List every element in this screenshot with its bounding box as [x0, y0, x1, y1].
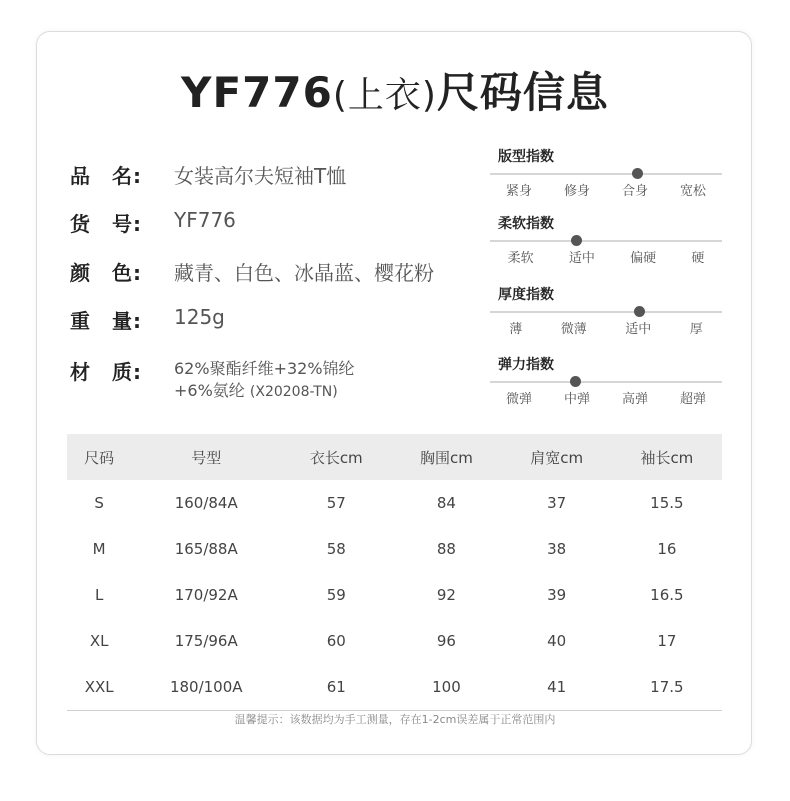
table-row — [67, 526, 722, 572]
table-cell: 60 — [326, 632, 346, 650]
index-track — [490, 240, 722, 242]
info-value: 女装高尔夫短袖T恤 — [174, 164, 347, 188]
index-option: 适中 — [568, 251, 595, 266]
material-line-1: 62%聚酯纤维+32%锦纶 — [174, 359, 355, 378]
index-name: 柔软指数 — [498, 216, 554, 232]
index-option: 高弹 — [621, 392, 648, 407]
material-line-2 — [174, 380, 504, 403]
table-cell: 17.5 — [612, 664, 722, 711]
table-cell: 17 — [657, 632, 677, 650]
table-cell: 16 — [657, 540, 677, 558]
index-track — [490, 311, 722, 313]
measurement-note: 温馨提示：该数据均为手工测量，存在1-2cm误差属于正常范围内 — [234, 713, 556, 726]
info-label: 颜 色: — [70, 261, 142, 285]
table-row — [67, 572, 722, 618]
index-option: 超弹 — [679, 392, 706, 407]
index-marker — [570, 376, 581, 387]
page-title — [0, 60, 790, 120]
table-cell: 160/84A — [174, 494, 238, 512]
index-option: 柔软 — [507, 251, 534, 266]
index-option: 厚 — [689, 322, 703, 337]
table-header: 号型 — [131, 434, 281, 480]
table-cell: 57 — [326, 494, 346, 512]
table-cell: 165/88A — [174, 540, 238, 558]
table-cell: 58 — [326, 540, 346, 558]
info-value — [174, 358, 504, 403]
table-header: 胸围cm — [391, 434, 501, 480]
table-cell: 59 — [326, 586, 346, 604]
index-name: 版型指数 — [498, 149, 554, 165]
index-track — [490, 173, 722, 175]
index-marker — [571, 235, 582, 246]
table-cell: 15.5 — [650, 494, 684, 512]
table-header: 衣长cm — [281, 434, 391, 480]
index-marker — [632, 168, 643, 179]
info-label: 货 号: — [70, 212, 142, 236]
table-cell: S — [94, 494, 104, 512]
title-paren: (上衣) — [332, 75, 437, 116]
table-row — [67, 618, 722, 664]
index-option: 薄 — [509, 322, 523, 337]
material-code: (X20208-TN) — [249, 384, 338, 400]
index-name: 弹力指数 — [498, 357, 554, 373]
table-row — [67, 664, 722, 711]
table-cell: M — [92, 540, 106, 558]
table-cell: 38 — [547, 540, 567, 558]
table-cell: 41 — [502, 664, 612, 711]
material-elastane: +6%氨纶 — [174, 381, 245, 400]
index-option: 硬 — [691, 251, 705, 266]
table-cell: L — [94, 586, 104, 604]
table-cell: 84 — [436, 494, 456, 512]
info-label: 品 名: — [70, 164, 142, 188]
table-cell: 16.5 — [650, 586, 684, 604]
index-options — [490, 318, 722, 337]
table-cell: 40 — [547, 632, 567, 650]
index-track — [490, 381, 722, 383]
index-option: 中弹 — [563, 392, 590, 407]
table-cell: 92 — [436, 586, 456, 604]
table-cell: 100 — [391, 664, 501, 711]
info-value: 125g — [174, 305, 225, 329]
title-suffix: 尺码信息 — [436, 68, 609, 117]
info-value: YF776 — [174, 208, 236, 232]
table-header: 尺码 — [67, 434, 131, 480]
index-marker — [634, 306, 645, 317]
table-cell: 96 — [436, 632, 456, 650]
table-header: 袖长cm — [612, 434, 722, 480]
size-table — [67, 434, 722, 711]
info-value: 藏青、白色、冰晶蓝、樱花粉 — [174, 261, 434, 285]
table-cell: 88 — [436, 540, 456, 558]
table-cell: 175/96A — [174, 632, 238, 650]
index-option: 微弹 — [505, 392, 532, 407]
index-option: 合身 — [621, 184, 648, 199]
index-option: 适中 — [625, 322, 652, 337]
info-label: 重 量: — [70, 309, 142, 333]
title-code: YF776 — [181, 68, 333, 117]
index-option: 偏硬 — [630, 251, 657, 266]
index-option: 宽松 — [679, 184, 706, 199]
table-cell: 39 — [547, 586, 567, 604]
table-cell: XXL — [67, 664, 131, 711]
table-cell: 61 — [281, 664, 391, 711]
index-options — [490, 180, 722, 199]
table-header-row — [67, 434, 722, 480]
info-label: 材 质: — [70, 360, 142, 384]
table-cell: 170/92A — [174, 586, 238, 604]
table-cell: XL — [89, 632, 109, 650]
index-option: 微薄 — [560, 322, 587, 337]
table-cell: 180/100A — [131, 664, 281, 711]
index-options — [490, 247, 722, 266]
index-option: 紧身 — [505, 184, 532, 199]
index-name: 厚度指数 — [498, 287, 554, 303]
table-header: 肩宽cm — [502, 434, 612, 480]
table-row — [67, 480, 722, 526]
index-options — [490, 388, 722, 407]
table-cell: 37 — [547, 494, 567, 512]
index-option: 修身 — [563, 184, 590, 199]
